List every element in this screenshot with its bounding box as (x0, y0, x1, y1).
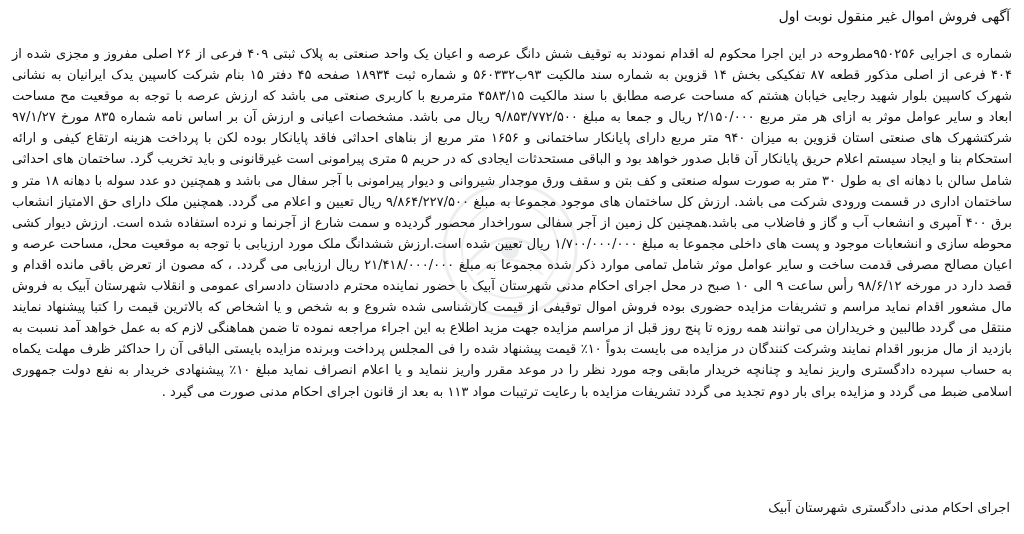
notice-body: شماره ی اجرایی ۹۵۰۲۵۶مطروحه در این اجرا محکوم له اقدام نمودند به توقیف شش دانگ عرصه و اعیان یک واحد صنعتی به پلاک ثبتی ۴۰۹ فرعی از ۲۶ اصلی مفروز و مجزی شده از ۴۰۴ فرعی از اصلی مذکور قطعه ۸۷ تفکیکی بخش ۱۴ قزوین به شماره سند مالکیت ۹۳ب۵۶۰۳۳۲ و شماره ثبت ۱۸۹۳۴ صفحه ۴۵ دفتر ۱۵ بنام شرکت کاسپین یدک ایرانیان به نشانی شهرک کاسپین بلوار شهید رجایی خیابان هشتم که مساحت عرصه مطابق با سند مالکیت ۴۵۸۳/۱۵ مترمربع با کاربری صنعتی می باشد که ارزش عرصه با توجه به موقعیت مح مساحت ابعاد و سایر عوامل موثر به ازای هر متر مربع ۲/۱۵۰/۰۰۰ ریال و جمعا به مبلغ ۹/۸۵۳/۷۷۲/۵۰۰ ریال می باشد. مشخصات اعیانی و ارزش آن بر اساس نامه شماره ۸۳۵ مورخ ۹۷/۱/۲۷ شرکتشهرک های صنعتی استان قزوین به میزان ۹۴۰ متر مربع دارای پایانکار ساختمانی و ۱۶۵۶ متر مربع از بناهای احداثی فاقد پایانکار بوده لکن با پرداخت هزینه ارتقاع کیفی و ارائه استحکام بنا و ایجاد سیستم اعلام حریق پایانکار آن قابل صدور خواهد بود و الباقی مستحدثات ایجادی که در حریم ۵ متری پیرامونی است غیرقانونی و باید تخریب گرد. ساختمان های احداثی شامل سالن با دهانه ای به طول ۳۰ متر به صورت سوله صنعتی و کف بتن و سقف ورق موجدار شیروانی و دیوار پیرامونی با آجر سفال می باشد و همچنین دو عدد سوله با دهانه ۱۸ متر و ساختمان اداری در قسمت ورودی شرکت می باشد. ارزش کل ساختمان های موجود مجموعا به مبلغ ۹/۸۶۴/۲۲۷/۵۰۰ ریال تعیین و اعلام می گردد. همچنین ملک دارای حق الامتیاز انشعاب برق ۴۰۰ آمپری و انشعاب آب و گاز و فاضلاب می باشد.همچنین کل زمین از آجر سفالی سوراخدار محصور گردیده و سمت شارع از آجرنما و نرده استفاده شده است. ارزش دیوار کشی محوطه سازی و انشعابات موجود و پست های داخلی مجموعا به مبلغ ۱/۷۰۰/۰۰۰/۰۰۰ ریال تعیین شده است.ارزش ششدانگ ملک مورد ارزیابی با توجه به موقعیت محل، مساحت عرصه و اعیان مصالح مصرفی قدمت ساخت و سایر عوامل موثر شامل تمامی موارد ذکر شده مجموعا به مبلغ ۲۱/۴۱۸/۰۰۰/۰۰۰ ریال ارزیابی می گردد. ، که مصون از تعرض باقی مانده اقدام و قصد دارد در مورخه ۹۸/۶/۱۲ رأس ساعت ۹ الی ۱۰ صبح در محل اجرای احکام مدنی شهرستان آبیک با حضور نماینده محترم دادستان دادسرای عمومی و انقلاب شهرستان آبیک به فروش مال مشعور اقدام نماید مراسم و تشریفات مزایده حضوری بوده فروش اموال توقیفی از قیمت کارشناسی شده شروع و به شخص و یا اشخاص که بالاترین قیمت را کتبا پیشنهاد نمایند منتقل می گردد طالبین و خریداران می توانند همه روزه تا پنج روز قبل از مراسم مزایده جهت مزید اطلاع به این اجراء مراجعه نموده تا ضمن هماهنگی لازم که به عمل خواهد آمد نسبت به بازدید از مال مزبور اقدام نمایند وشرکت کنندگان در مزایده می بایست بدواً ۱۰٪ قیمت پیشنهاد شده را فی المجلس پرداخت وبرنده مزایده بایستی الباقی آن را حداکثر ظرف مهلت یکماه به حساب سپرده دادگستری واریز نماید و چنانچه خریدار مابقی وجه مورد نظر را در موعد مقرر واریز ننماید و یا اعلام انصراف نماید مبلغ ۱۰٪ پیشنهادی خریدار به نفع دولت جمهوری اسلامی ضبط می گردد و مزایده برای بار دوم تجدید می گردد تشریفات مزایده با رعایت ترتیبات مواد ۱۱۳ به بعد از قانون اجرای احکام مدنی صورت می گیرد . (12, 47, 1013, 400)
notice-signature: اجرای احکام مدنی دادگستری شهرستان آبیک (768, 501, 1010, 516)
notice-title: آگهی فروش اموال غیر منقول نوبت اول (778, 9, 1010, 25)
